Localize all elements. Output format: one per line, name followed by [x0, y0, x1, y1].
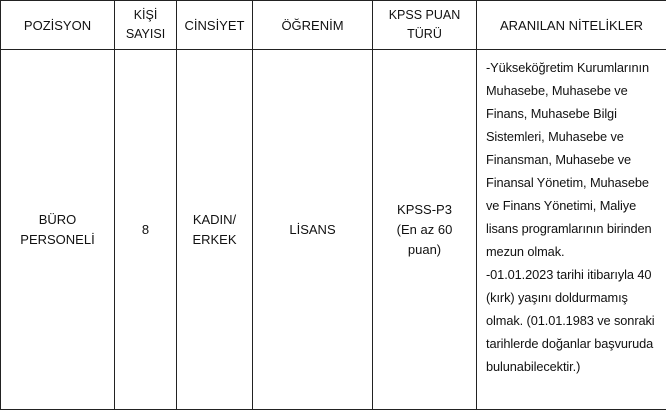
requirements-text: -Yükseköğretim Kurumlarının Muhasebe, Muhasebe ve Finans, Muhasebe Bilgi Sistemleri, Muhasebe ve Finansman, Muhasebe ve Finansal Yönetim, Muhasebe ve Finans Yönetimi, Maliye lisans programlarının birinden mezun olmak. -01.01.2023 tarihi itibarıyla 40 (kırk) yaşını doldurmamış olmak. (01.01.1983 ve sonraki tarihlerde doğanlar başvuruda bulunabilecektir.): [486, 56, 662, 378]
header-position: POZİSYON: [1, 1, 115, 50]
cell-gender: KADIN/ ERKEK: [177, 50, 253, 410]
cell-requirements: [477, 50, 666, 410]
cell-kpss: KPSS-P3 (En az 60 puan): [373, 50, 477, 410]
table-row: [1, 50, 666, 410]
header-gender: CİNSİYET: [177, 1, 253, 50]
cell-count: 8: [115, 50, 177, 410]
header-row: [1, 1, 666, 50]
header-count: KİŞİ SAYISI: [115, 1, 177, 50]
cell-education: LİSANS: [253, 50, 373, 410]
header-kpss: KPSS PUAN TÜRÜ: [373, 1, 477, 50]
header-education: ÖĞRENİM: [253, 1, 373, 50]
header-requirements: ARANILAN NİTELİKLER: [477, 1, 666, 50]
cell-position: BÜRO PERSONELİ: [1, 50, 115, 410]
